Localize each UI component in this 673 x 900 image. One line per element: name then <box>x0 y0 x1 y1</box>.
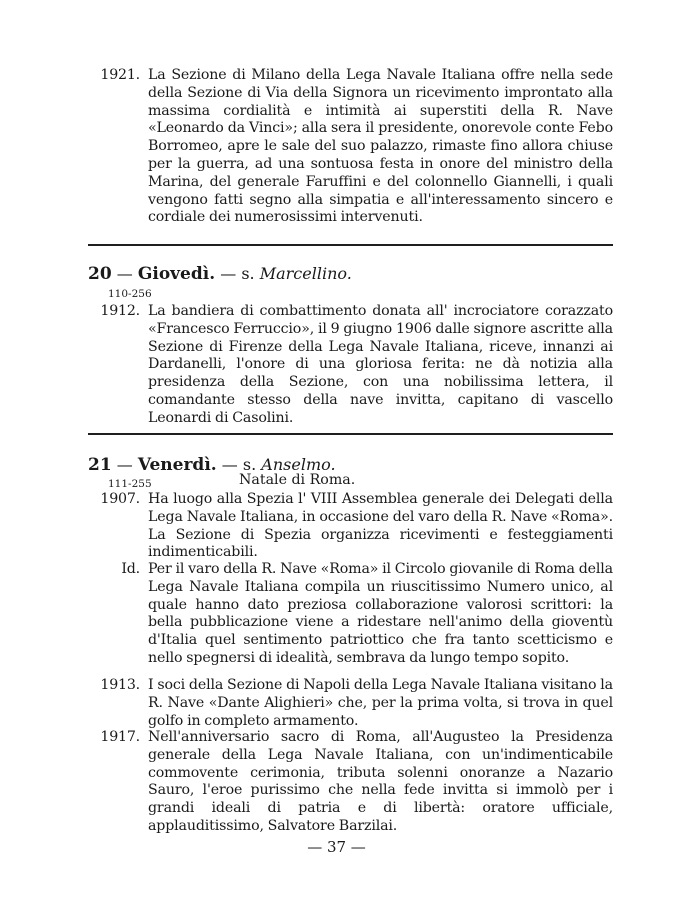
entry-text: I soci della Sezione di Napoli della Lega Navale Italiana visitano la R. Nave «Dante Alighieri» che, per la prima volta, si trova in quel golfo in completo armamento. <box>148 677 613 729</box>
entry-text: La bandiera di combattimento donata all' incrociatore corazzato «Francesco Ferruccio», il 9 giugno 1906 dalle signore ascritte alla Sezione di Firenze della Lega Navale Italiana, riceve, innanzi ai Dardanelli, l'onore di una gloriosa ferita: ne dà notizia alla presidenza della Sezione, con una nobilissima lettera, il comandante stesso della nave invitta, capitano di vascello Leonardi di Casolini. <box>148 303 613 426</box>
day-number: 20 <box>88 264 112 284</box>
section-divider <box>88 244 613 246</box>
entry-text: La Sezione di Milano della Lega Navale Italiana offre nella sede della Sezione di Via della Signora un ricevimento improntato alla massima cordialità e intimità ai superstiti della R. Nave «Leonardo da Vinci»; alla sera il presidente, onorevole conte Febo Borromeo, apre le sale del suo palazzo, rimaste fino allora chiuse per la guerra, ad una sontuosa festa in onore del ministro della Marina, del generale Faruffini e del colonnello Giannelli, i quali vengono fatti segno alla simpatia e all'interessamento sincero e cordiale dei numerosissimi intervenuti. <box>148 67 613 226</box>
day-header-20 <box>88 264 352 284</box>
dash: — <box>116 264 133 283</box>
entry-text: Nell'anniversario sacro di Roma, all'Augusteo la Presidenza generale della Lega Navale Italiana, con un'indimenticabile commovente cerimonia, tributa solenni onoranze a Nazario Sauro, l'eroe purissimo che nella fede invitta si immolò per i grandi ideali di patria e di libertà: oratore ufficiale, applauditissimo, Salvatore Barzilai. <box>148 729 613 834</box>
saint-name: Marcellino. <box>259 264 352 283</box>
page-number: — 37 — <box>307 838 366 856</box>
entry-year: 1921. <box>100 67 140 83</box>
dash: — <box>116 455 133 474</box>
entry-id <box>88 561 613 668</box>
entry-1921 <box>88 67 613 227</box>
saint-prefix: — s. <box>221 455 257 474</box>
day-name: Venerdì. <box>137 455 217 475</box>
day-count-21: 111-255 <box>108 478 152 490</box>
saint-name: Anselmo. <box>261 455 336 474</box>
day-name: Giovedì. <box>137 264 216 284</box>
entry-text: Ha luogo alla Spezia l' VIII Assemblea generale dei Delegati della Lega Navale Italiana, in occasione del varo della R. Nave «Roma». La Sezione di Spezia organizza ricevimenti e festeggiamenti indimenticabili. <box>148 491 613 561</box>
entry-year: 1917. <box>100 729 140 745</box>
entry-year: 1912. <box>100 303 140 319</box>
entry-text: Per il varo della R. Nave «Roma» il Circolo giovanile di Roma della Lega Navale Italiana compila un riuscitissimo Numero unico, al quale hanno dato preziosa collaborazione valorosi scrittori: la bella pubblicazione viene a ridestare nell'animo della gioventù d'Italia quel sentimento patriottico che fra tanto scetticismo e nello spegnersi di idealità, sembrava da lungo tempo sopito. <box>148 561 613 666</box>
day-count-20: 110-256 <box>108 288 152 300</box>
entry-year: Id. <box>121 561 140 577</box>
entry-1917 <box>88 729 613 836</box>
section-divider <box>88 433 613 435</box>
entry-year: 1907. <box>100 491 140 507</box>
day-note: Natale di Roma. <box>239 472 356 488</box>
entry-1912 <box>88 303 613 428</box>
entry-year: 1913. <box>100 677 140 693</box>
entry-1913 <box>88 677 613 730</box>
entry-1907 <box>88 491 613 562</box>
day-number: 21 <box>88 455 112 475</box>
saint-prefix: — s. <box>220 264 255 283</box>
